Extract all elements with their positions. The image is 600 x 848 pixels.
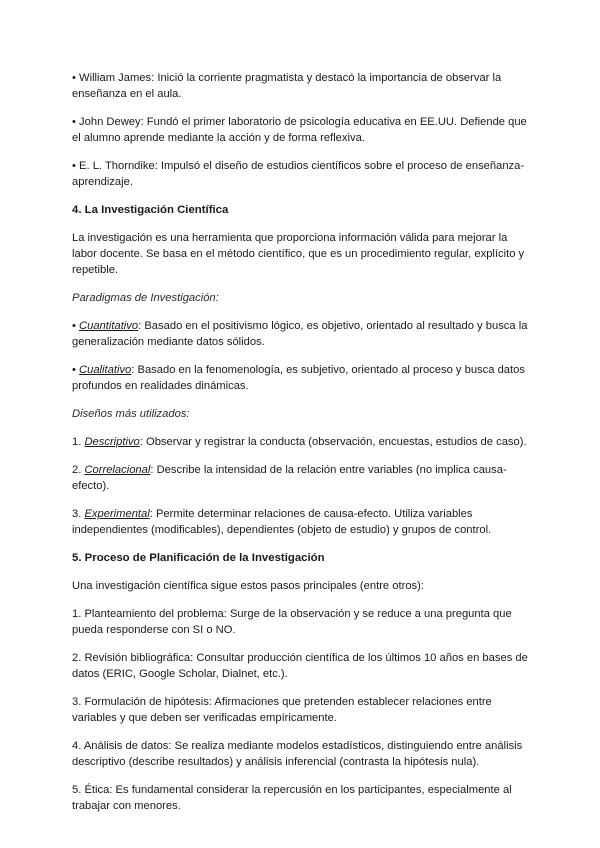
design-description: : Observar y registrar la conducta (observación, encuestas, estudios de caso). [139, 436, 527, 448]
design-item [72, 506, 528, 538]
design-term: Descriptivo [84, 436, 140, 448]
design-term: Experimental [84, 508, 150, 520]
paradigm-item [72, 362, 528, 394]
step-ethics: 5. Ética: Es fundamental considerar la repercusión en los participantes, especialmente al trabajar con menores. [72, 784, 512, 812]
step-problem: 1. Planteamiento del problema: Surge de la observación y se reduce a una pregunta que pueda responderse con SI o NO. [72, 608, 512, 636]
paradigm-description: : Basado en la fenomenología, es subjetivo, orientado al proceso y busca datos profundos en realidades dinámicas. [72, 364, 525, 392]
section-5-heading: 5. Proceso de Planificación de la Investigación [72, 552, 325, 564]
paradigm-term: Cuantitativo [79, 320, 139, 332]
paradigm-term: Cualitativo [79, 364, 132, 376]
step-hypothesis: 3. Formulación de hipótesis: Afirmaciones que pretenden establecer relaciones entre variables y que deben ser verificadas empíricamente. [72, 696, 492, 724]
design-prefix: 3. [72, 508, 85, 520]
section-4-intro: La investigación es una herramienta que proporciona información válida para mejorar la labor docente. Se basa en el método científico, que es un procedimiento regular, explícito y repetible. [72, 232, 525, 276]
section-5-intro: Una investigación científica sigue estos pasos principales (entre otros): [72, 580, 424, 592]
paradigms-title: Paradigmas de Investigación: [72, 292, 219, 304]
paradigm-description: : Basado en el positivismo lógico, es objetivo, orientado al resultado y busca la generalización mediante datos sólidos. [72, 320, 528, 348]
paradigm-item [72, 318, 528, 350]
paradigm-prefix: • [72, 320, 80, 332]
step-literature-review: 2. Revisión bibliográfica: Consultar producción científica de los últimos 10 años en bases de datos (ERIC, Google Scholar, Dialnet, etc.). [72, 652, 528, 680]
design-item [72, 434, 528, 450]
design-description: : Describe la intensidad de la relación entre variables (no implica causa-efecto). [72, 464, 507, 492]
bullet-john-dewey: • John Dewey: Fundó el primer laboratorio de psicología educativa en EE.UU. Defiende que el alumno aprende mediante la acción y de forma reflexiva. [72, 116, 527, 144]
section-4-heading: 4. La Investigación Científica [72, 204, 229, 216]
design-prefix: 2. [72, 464, 85, 476]
step-data-analysis: 4. Análisis de datos: Se realiza mediante modelos estadísticos, distinguiendo entre análisis descriptivo (describe resultados) y análisis inferencial (contrasta la hipótesis nula). [72, 740, 523, 768]
designs-title: Diseños más utilizados: [72, 408, 190, 420]
design-term: Correlacional [84, 464, 151, 476]
bullet-william-james: • William James: Inició la corriente pragmatista y destacó la importancia de observar la enseñanza en el aula. [72, 72, 502, 100]
design-item [72, 462, 528, 494]
paradigm-prefix: • [72, 364, 80, 376]
bullet-thorndike: • E. L. Thorndike: Impulsó el diseño de estudios científicos sobre el proceso de enseñanza-aprendizaje. [72, 160, 525, 188]
design-description: : Permite determinar relaciones de causa-efecto. Utiliza variables independientes (modificables), dependientes (objeto de estudio) y grupos de control. [72, 508, 492, 536]
design-prefix: 1. [72, 436, 85, 448]
